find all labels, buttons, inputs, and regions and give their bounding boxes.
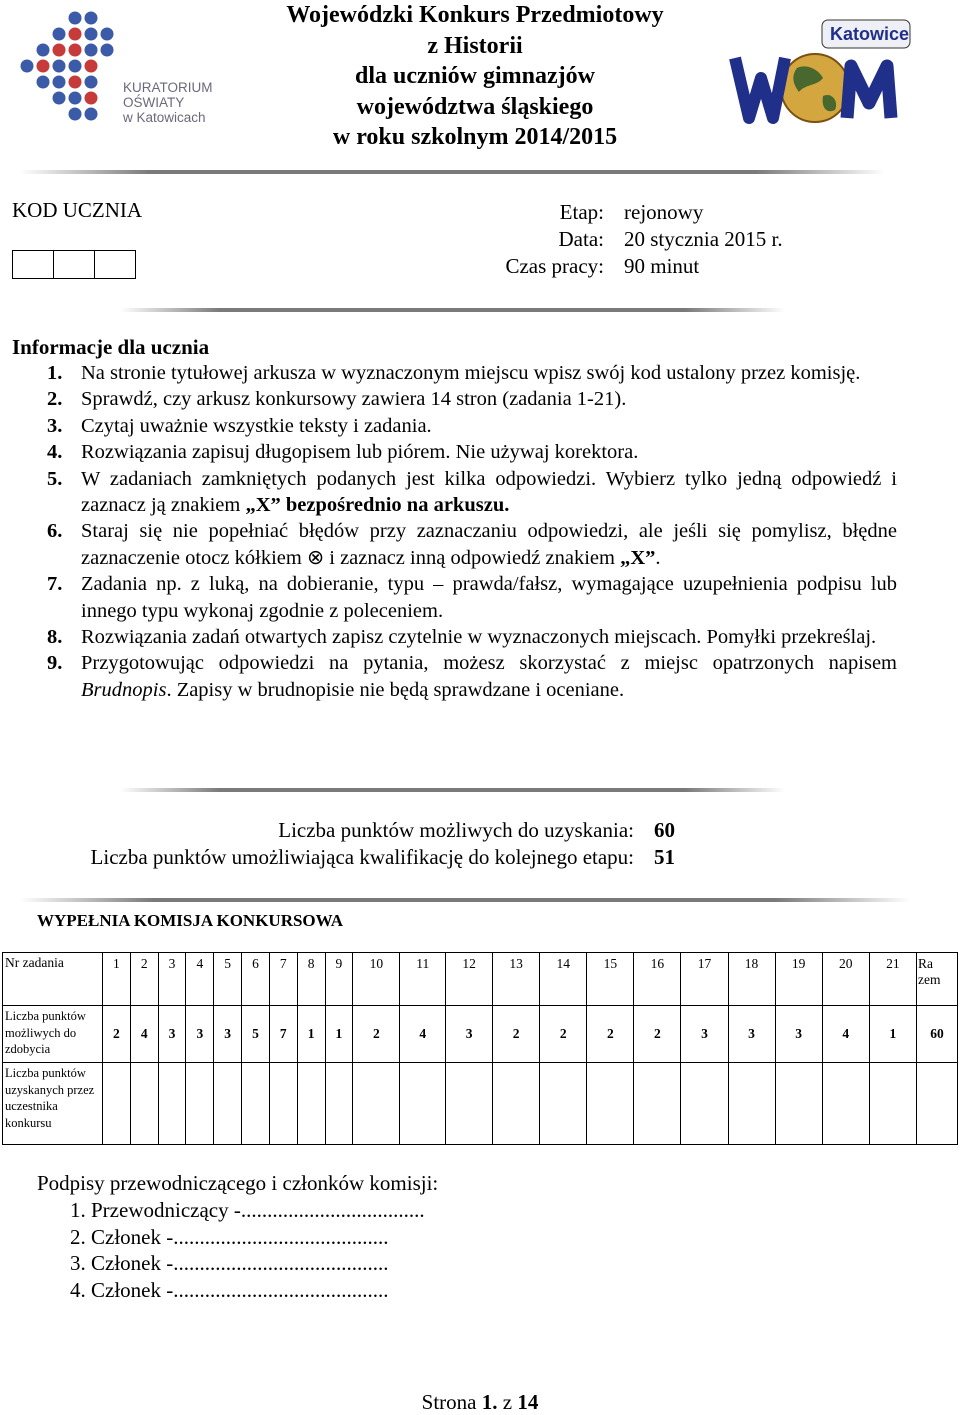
stage-value: rejonowy bbox=[624, 200, 704, 224]
signature-line[interactable]: 2. Członek -......................................... bbox=[70, 1224, 389, 1249]
earned-points-cell[interactable] bbox=[242, 1063, 270, 1145]
signature-line[interactable]: 4. Członek -......................................... bbox=[70, 1277, 389, 1302]
possible-points-cell: 2 bbox=[103, 1006, 131, 1063]
task-number-cell: 7 bbox=[269, 953, 297, 1006]
instruction-item: 8. Rozwiązania zadań otwartych zapisz czytelnie w wyznaczonych miejscach. Pomyłki przekreślaj. bbox=[47, 626, 877, 649]
contest-title: Wojewódzki Konkurs Przedmiotowy z Historii dla uczniów gimnazjów województwa śląskiego w roku szkolnym 2014/2015 bbox=[286, 2, 664, 150]
emblem-dot bbox=[53, 28, 66, 41]
kuratorium-logo bbox=[20, 8, 220, 138]
points-labels bbox=[20, 817, 634, 871]
date-label: Data: bbox=[558, 227, 604, 251]
emblem-dot bbox=[85, 92, 98, 105]
score-table bbox=[2, 952, 958, 1145]
instruction-item: 4. Rozwiązania zapisuj długopisem lub piórem. Nie używaj korektora. bbox=[47, 441, 639, 464]
emblem-dot bbox=[37, 44, 50, 57]
possible-points-cell: 3 bbox=[446, 1006, 493, 1063]
score-table-header-row bbox=[3, 953, 958, 1006]
possible-points-row bbox=[3, 1006, 958, 1063]
stage-label: Etap: bbox=[559, 200, 604, 224]
signature-line[interactable]: 1. Przewodniczący -................................... bbox=[70, 1198, 425, 1222]
wom-logo bbox=[727, 18, 912, 138]
earned-points-cell[interactable] bbox=[214, 1063, 242, 1145]
qualification-points-label: Liczba punktów umożliwiająca kwalifikację do kolejnego etapu: bbox=[90, 845, 634, 869]
task-number-cell: 21 bbox=[869, 953, 916, 1006]
earned-points-cell[interactable] bbox=[822, 1063, 869, 1145]
earned-points-cell[interactable] bbox=[681, 1063, 728, 1145]
possible-points-cell: 2 bbox=[587, 1006, 634, 1063]
earned-points-cell[interactable] bbox=[634, 1063, 681, 1145]
earned-points-cell[interactable] bbox=[158, 1063, 186, 1145]
earned-points-cell[interactable] bbox=[353, 1063, 400, 1145]
emblem-dot bbox=[85, 44, 98, 57]
max-points-label: Liczba punktów możliwych do uzyskania: bbox=[278, 818, 634, 842]
possible-points-cell: 1 bbox=[297, 1006, 325, 1063]
emblem-dot bbox=[85, 60, 98, 73]
sum-header: Ra zem bbox=[917, 953, 958, 1006]
wom-logo-label: Katowice bbox=[830, 24, 910, 44]
earned-points-cell[interactable] bbox=[325, 1063, 353, 1145]
instruction-item: 2. Sprawdź, czy arkusz konkursowy zawiera 14 stron (zadania 1-21). bbox=[47, 388, 627, 411]
earned-points-row bbox=[3, 1063, 958, 1145]
emblem-dot bbox=[37, 76, 50, 89]
divider bbox=[20, 170, 885, 174]
task-number-cell: 9 bbox=[325, 953, 353, 1006]
duration-label: Czas pracy: bbox=[505, 254, 604, 278]
instruction-item: 9. Przygotowując odpowiedzi na pytania, możesz skorzystać z miejsc opatrzonych napisem Brudnopis. Zapisy w brudnopisie nie będą sprawdzane i oceniane. bbox=[47, 652, 897, 701]
emblem-dot bbox=[69, 44, 82, 57]
task-number-cell: 20 bbox=[822, 953, 869, 1006]
possible-points-cell: 1 bbox=[325, 1006, 353, 1063]
possible-points-cell: 2 bbox=[353, 1006, 400, 1063]
emblem-dot bbox=[37, 60, 50, 73]
duration-value: 90 minut bbox=[624, 254, 700, 278]
possible-points-cell: 3 bbox=[681, 1006, 728, 1063]
instructions-list bbox=[47, 360, 897, 703]
earned-points-cell[interactable] bbox=[103, 1063, 131, 1145]
earned-points-cell[interactable] bbox=[540, 1063, 587, 1145]
points-values bbox=[654, 817, 675, 871]
earned-points-cell[interactable] bbox=[728, 1063, 775, 1145]
earned-points-cell[interactable] bbox=[297, 1063, 325, 1145]
task-number-cell: 6 bbox=[242, 953, 270, 1006]
task-number-cell: 8 bbox=[297, 953, 325, 1006]
task-number-cell: 10 bbox=[353, 953, 400, 1006]
signature-line[interactable]: 3. Członek -......................................... bbox=[70, 1251, 389, 1276]
emblem-dot bbox=[85, 12, 98, 25]
student-code-box[interactable] bbox=[95, 251, 135, 278]
signatures-list bbox=[70, 1197, 425, 1303]
possible-points-cell: 3 bbox=[775, 1006, 822, 1063]
earned-points-cell[interactable] bbox=[269, 1063, 297, 1145]
instruction-item: 3. Czytaj uważnie wszystkie teksty i zadania. bbox=[47, 414, 432, 437]
emblem-dot bbox=[85, 28, 98, 41]
task-number-cell: 13 bbox=[493, 953, 540, 1006]
possible-points-cell: 4 bbox=[400, 1006, 446, 1063]
student-code-box[interactable] bbox=[13, 251, 54, 278]
student-code-label: KOD UCZNIA bbox=[12, 198, 143, 222]
signatures-title: Podpisy przewodniczącego i członków komisji: bbox=[37, 1171, 439, 1195]
max-points-value: 60 bbox=[654, 818, 675, 842]
earned-points-cell[interactable] bbox=[130, 1063, 158, 1145]
possible-points-cell: 2 bbox=[634, 1006, 681, 1063]
divider bbox=[120, 308, 785, 312]
exam-meta-labels bbox=[420, 199, 604, 280]
task-number-cell: 14 bbox=[540, 953, 587, 1006]
task-number-cell: 11 bbox=[400, 953, 446, 1006]
possible-points-cell: 3 bbox=[186, 1006, 214, 1063]
emblem-dot bbox=[69, 60, 82, 73]
task-number-cell: 12 bbox=[446, 953, 493, 1006]
earned-points-cell[interactable] bbox=[186, 1063, 214, 1145]
task-number-cell: 5 bbox=[214, 953, 242, 1006]
emblem-dot bbox=[53, 76, 66, 89]
qualification-points-value: 51 bbox=[654, 845, 675, 869]
divider bbox=[20, 898, 910, 902]
emblem-dot bbox=[85, 76, 98, 89]
emblem-dot bbox=[101, 28, 114, 41]
earned-points-cell[interactable] bbox=[775, 1063, 822, 1145]
committee-heading: WYPEŁNIA KOMISJA KONKURSOWA bbox=[37, 911, 344, 930]
possible-points-cell: 1 bbox=[869, 1006, 916, 1063]
kuratorium-logo-text: KURATORIUM OŚWIATY w Katowicach bbox=[123, 80, 213, 125]
emblem-dot bbox=[69, 92, 82, 105]
emblem-dot bbox=[53, 60, 66, 73]
task-number-cell: 19 bbox=[775, 953, 822, 1006]
task-number-cell: 15 bbox=[587, 953, 634, 1006]
earned-points-cell[interactable] bbox=[493, 1063, 540, 1145]
student-code-box[interactable] bbox=[54, 251, 95, 278]
earned-points-cell[interactable] bbox=[400, 1063, 446, 1145]
instruction-item: 5. W zadaniach zamkniętych podanych jest kilka odpowiedzi. Wybierz tylko jedną odpowiedź i zaznacz ją znakiem „X” bezpośrednio na arkuszu. bbox=[47, 467, 897, 517]
emblem-dot bbox=[85, 108, 98, 121]
emblem-dot bbox=[69, 76, 82, 89]
task-number-cell: 2 bbox=[130, 953, 158, 1006]
task-number-header: Nr zadania bbox=[3, 953, 103, 1006]
emblem-dot bbox=[69, 28, 82, 41]
earned-points-sum[interactable] bbox=[917, 1063, 958, 1145]
divider bbox=[120, 788, 785, 792]
emblem-dot bbox=[69, 108, 82, 121]
possible-points-cell: 3 bbox=[214, 1006, 242, 1063]
possible-points-cell: 7 bbox=[269, 1006, 297, 1063]
earned-points-cell[interactable] bbox=[446, 1063, 493, 1145]
possible-points-cell: 4 bbox=[130, 1006, 158, 1063]
possible-points-cell: 3 bbox=[158, 1006, 186, 1063]
emblem-dot bbox=[69, 12, 82, 25]
possible-points-cell: 2 bbox=[540, 1006, 587, 1063]
task-number-cell: 17 bbox=[681, 953, 728, 1006]
exam-meta-values bbox=[624, 199, 783, 280]
task-number-cell: 3 bbox=[158, 953, 186, 1006]
task-number-cell: 4 bbox=[186, 953, 214, 1006]
task-number-cell: 1 bbox=[103, 953, 131, 1006]
instruction-item: 1. Na stronie tytułowej arkusza w wyznaczonym miejscu wpisz swój kod ustalony przez komisję. bbox=[47, 362, 861, 384]
instruction-item: 7. Zadania np. z luką, na dobieranie, typu – prawda/fałsz, wymagające uzupełnienia podpisu lub innego typu wykonaj zgodnie z poleceniem. bbox=[47, 573, 897, 622]
page-number: Strona 1. z 14 bbox=[421, 1390, 539, 1414]
earned-points-label: Liczba punktów uzyskanych przez uczestnika konkursu bbox=[3, 1063, 103, 1145]
task-number-cell: 18 bbox=[728, 953, 775, 1006]
emblem-dot bbox=[53, 92, 66, 105]
possible-points-cell: 5 bbox=[242, 1006, 270, 1063]
emblem-dot bbox=[101, 44, 114, 57]
earned-points-cell[interactable] bbox=[587, 1063, 634, 1145]
earned-points-cell[interactable] bbox=[869, 1063, 916, 1145]
instruction-item: 6. Staraj się nie popełniać błędów przy zaznaczaniu odpowiedzi, ale jeśli się pomylisz, błędne zaznaczenie otocz kółkiem ⊗ i zaznacz inną odpowiedź znakiem „X”. bbox=[47, 520, 897, 569]
date-value: 20 stycznia 2015 r. bbox=[624, 227, 783, 251]
possible-points-cell: 3 bbox=[728, 1006, 775, 1063]
possible-points-sum: 60 bbox=[917, 1006, 958, 1063]
task-number-cell: 16 bbox=[634, 953, 681, 1006]
emblem-dot bbox=[53, 44, 66, 57]
student-code-boxes[interactable] bbox=[12, 250, 136, 279]
possible-points-label: Liczba punktów możliwych do zdobycia bbox=[3, 1006, 103, 1063]
instructions-title: Informacje dla ucznia bbox=[12, 335, 210, 359]
possible-points-cell: 2 bbox=[493, 1006, 540, 1063]
emblem-dot bbox=[21, 60, 34, 73]
possible-points-cell: 4 bbox=[822, 1006, 869, 1063]
